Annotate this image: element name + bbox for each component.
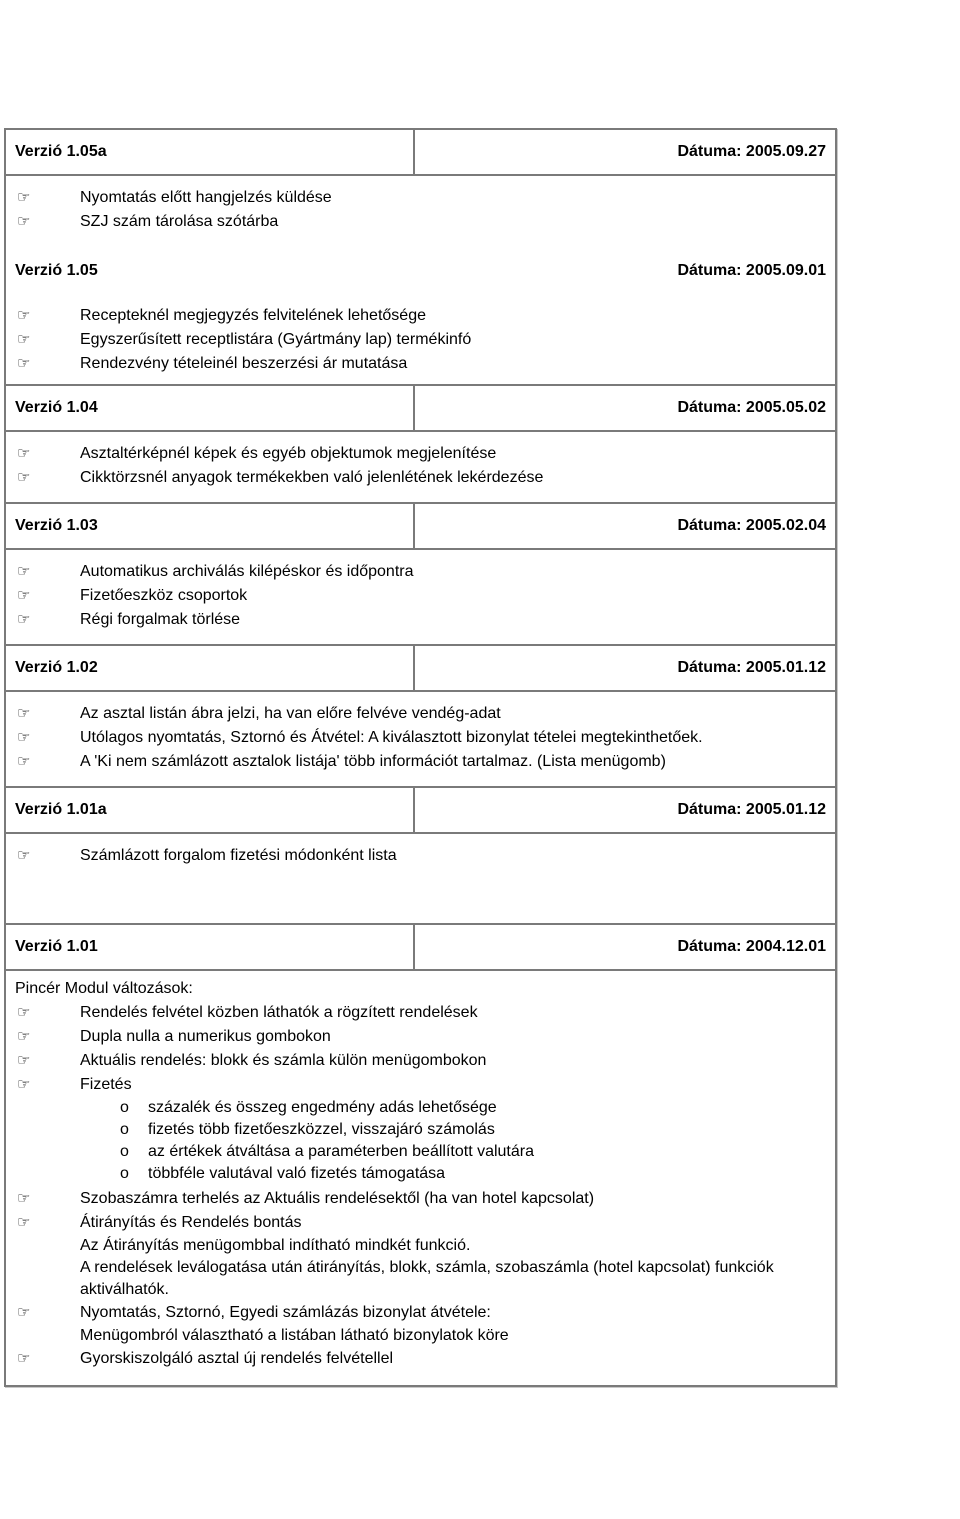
version-date: Dátuma: 2005.02.04 (677, 517, 826, 534)
list-item: ☞ Fizetőeszköz csoportok (6, 584, 835, 608)
list-item: ☞ Rendelés felvétel közben láthatók a rögzített rendelések (6, 1001, 835, 1025)
list-item: ☞ Aktuális rendelés: blokk és számla külön menügombokon (6, 1049, 835, 1073)
list-item: ☞ Automatikus archiválás kilépéskor és időpontra (6, 560, 835, 584)
version-label: Verzió 1.01 (6, 925, 415, 969)
sub-bullet: o (120, 1143, 129, 1160)
version-date: Dátuma: 2005.09.01 (677, 262, 826, 279)
pointing-hand-icon: ☞ (17, 1214, 31, 1231)
list-item: ☞ Nyomtatás, Sztornó, Egyedi számlázás bizonylat átvétele: (6, 1301, 835, 1325)
pointing-hand-icon: ☞ (17, 189, 31, 206)
version-header (6, 258, 835, 284)
version-header (6, 786, 835, 832)
pointing-hand-icon: ☞ (17, 445, 31, 462)
continuation-line: Az Átirányítás menügombbal indítható mindkét funkció. (80, 1237, 471, 1254)
continuation-line: aktiválhatók. (80, 1281, 169, 1298)
sub-bullet: o (120, 1121, 129, 1138)
version-label: Verzió 1.02 (6, 646, 415, 690)
section-intro: Pincér Modul változások: (15, 980, 193, 997)
version-header (6, 384, 835, 430)
list-item: ☞ A 'Ki nem számlázott asztalok listája' több információt tartalmaz. (Lista menügomb) (6, 750, 835, 774)
version-changes (6, 284, 835, 384)
list-item: ☞ Átirányítás és Rendelés bontás (6, 1211, 835, 1235)
sub-bullet: o (120, 1099, 129, 1116)
version-changes (6, 548, 835, 644)
version-header (6, 644, 835, 690)
list-item: ☞ Utólagos nyomtatás, Sztornó és Átvétel: A kiválasztott bizonylat tételei megtekinthetőek. (6, 726, 835, 750)
pointing-hand-icon: ☞ (17, 1052, 31, 1069)
pointing-hand-icon: ☞ (17, 705, 31, 722)
version-label: Verzió 1.05 (15, 262, 98, 279)
version-date: Dátuma: 2005.01.12 (677, 801, 826, 818)
version-date: Dátuma: 2004.12.01 (677, 938, 826, 955)
list-item: ☞ Egyszerűsített receptlistára (Gyártmány lap) termékinfó (6, 328, 835, 352)
pointing-hand-icon: ☞ (17, 1076, 31, 1093)
version-date: Dátuma: 2005.09.27 (677, 143, 826, 160)
pointing-hand-icon: ☞ (17, 213, 31, 230)
list-item: ☞ Fizetés (6, 1073, 835, 1097)
pointing-hand-icon: ☞ (17, 587, 31, 604)
list-item: ☞ Rendezvény tételeinél beszerzési ár mutatása (6, 352, 835, 376)
sub-list-item: o fizetés több fizetőeszközzel, visszajáró számolás (6, 1119, 835, 1141)
list-item: ☞ Cikktörzsnél anyagok termékekben való jelenlétének lekérdezése (6, 466, 835, 490)
sub-list-item: o százalék és összeg engedmény adás lehetősége (6, 1097, 835, 1119)
version-date: Dátuma: 2005.05.02 (677, 399, 826, 416)
list-item: ☞ Régi forgalmak törlése (6, 608, 835, 632)
version-changes (6, 174, 835, 258)
pointing-hand-icon: ☞ (17, 611, 31, 628)
list-item: ☞ Recepteknél megjegyzés felvitelének lehetősége (6, 304, 835, 328)
changelog-table (4, 128, 837, 1387)
list-item: ☞ Asztaltérképnél képek és egyéb objektumok megjelenítése (6, 442, 835, 466)
version-label: Verzió 1.04 (6, 386, 415, 430)
pointing-hand-icon: ☞ (17, 1028, 31, 1045)
version-changes (6, 430, 835, 502)
version-header (6, 130, 835, 174)
sub-bullet: o (120, 1165, 129, 1182)
pointing-hand-icon: ☞ (17, 469, 31, 486)
pointing-hand-icon: ☞ (17, 1304, 31, 1321)
sub-list-item: o az értékek átváltása a paraméterben beállított valutára (6, 1141, 835, 1163)
version-changes (6, 690, 835, 786)
list-item: ☞ Szobaszámra terhelés az Aktuális rendelésektől (ha van hotel kapcsolat) (6, 1187, 835, 1211)
version-header (6, 923, 835, 969)
pointing-hand-icon: ☞ (17, 753, 31, 770)
pointing-hand-icon: ☞ (17, 331, 31, 348)
pointing-hand-icon: ☞ (17, 307, 31, 324)
pointing-hand-icon: ☞ (17, 1350, 31, 1367)
list-item: ☞ Gyorskiszolgáló asztal új rendelés felvétellel (6, 1347, 835, 1371)
continuation-line: Menügombról választható a listában látható bizonylatok köre (80, 1327, 509, 1344)
list-item: ☞ Dupla nulla a numerikus gombokon (6, 1025, 835, 1049)
sub-list-item: o többféle valutával való fizetés támogatása (6, 1163, 835, 1185)
pointing-hand-icon: ☞ (17, 729, 31, 746)
pointing-hand-icon: ☞ (17, 847, 31, 864)
version-changes (6, 832, 835, 923)
pointing-hand-icon: ☞ (17, 563, 31, 580)
pointing-hand-icon: ☞ (17, 1190, 31, 1207)
list-item: ☞ SZJ szám tárolása szótárba (6, 210, 835, 234)
continuation-line: A rendelések leválogatása után átirányítás, blokk, számla, szobaszámla (hotel kapcsolat) funkciók (80, 1259, 774, 1276)
version-changes (6, 969, 835, 1385)
pointing-hand-icon: ☞ (17, 1004, 31, 1021)
version-header (6, 502, 835, 548)
version-date: Dátuma: 2005.01.12 (677, 659, 826, 676)
list-item: ☞ Az asztal listán ábra jelzi, ha van előre felvéve vendég-adat (6, 702, 835, 726)
version-label: Verzió 1.03 (6, 504, 415, 548)
version-label: Verzió 1.01a (6, 788, 415, 832)
list-item: ☞ Számlázott forgalom fizetési módonként lista (6, 844, 835, 868)
list-item: ☞ Nyomtatás előtt hangjelzés küldése (6, 186, 835, 210)
pointing-hand-icon: ☞ (17, 355, 31, 372)
version-label: Verzió 1.05a (6, 130, 415, 174)
